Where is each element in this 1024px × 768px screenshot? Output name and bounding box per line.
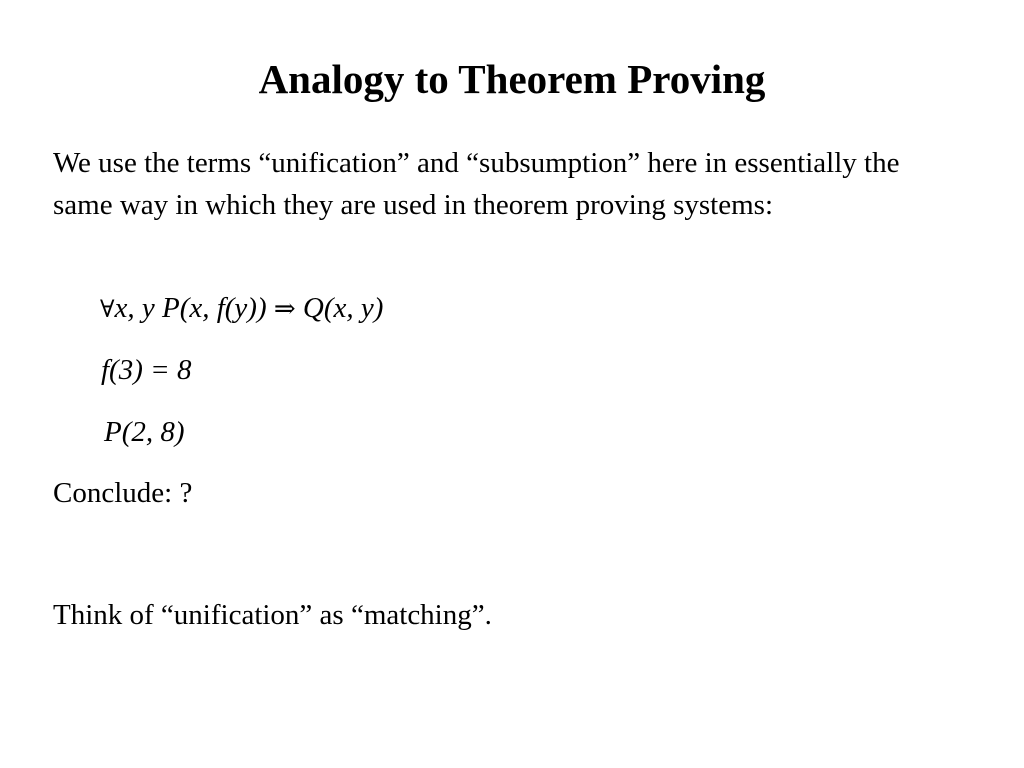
slide-title: Analogy to Theorem Proving xyxy=(258,56,766,102)
implies-symbol: ⇒ xyxy=(273,294,296,324)
rule-formula xyxy=(100,289,383,328)
conclude-line: Conclude: ? xyxy=(53,477,193,509)
rule-consequent: Q(x, y) xyxy=(295,292,384,324)
think-line: Think of “unification” as “matching”. xyxy=(53,599,492,631)
fact-formula-2: P(2, 8) xyxy=(104,416,185,448)
rule-antecedent: x, y P(x, f(y)) xyxy=(114,292,274,324)
fact-formula-1: f(3) = 8 xyxy=(101,354,192,386)
intro-paragraph: We use the terms “unification” and “subsumption” here in essentially the same way in which they are used in theorem proving systems: xyxy=(53,147,900,221)
forall-symbol: ∀ xyxy=(100,295,115,323)
